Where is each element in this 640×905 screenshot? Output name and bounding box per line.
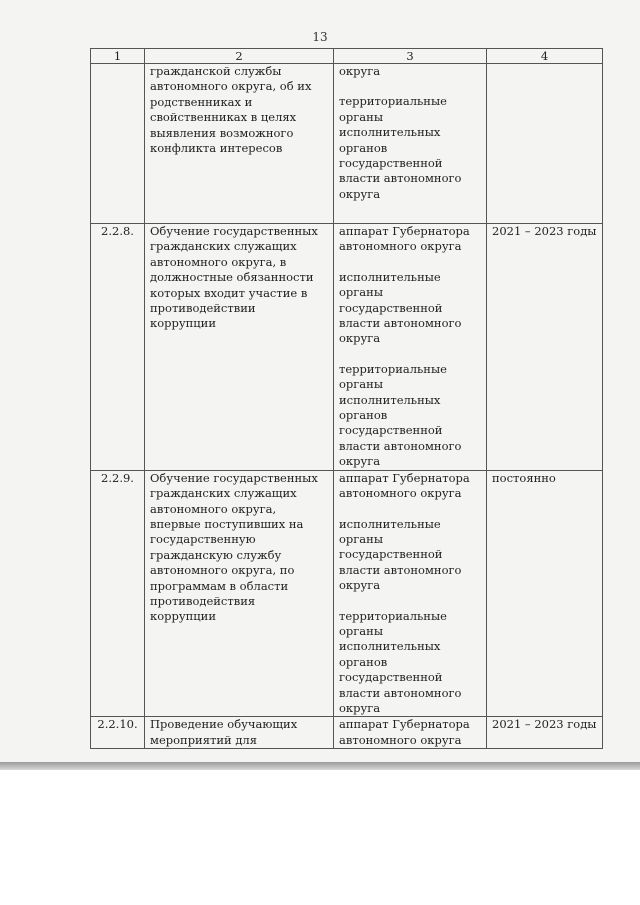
executor: аппарат Губернатора автономного округа xyxy=(339,224,470,254)
term-cell: постоянно xyxy=(487,470,603,717)
table-header-row xyxy=(91,49,603,64)
executor: территориальные органы исполнительных органов государственной власти автономного округа xyxy=(339,608,462,715)
activity-cell: Обучение государственных гражданских служащих автономного округа, впервые поступивших на государственную гражданскую службу автономного округа, по программам в области противодействия коррупции xyxy=(145,470,334,717)
row-number xyxy=(91,64,145,224)
measures-table xyxy=(90,48,603,749)
term-cell: 2021 – 2023 годы xyxy=(487,224,603,471)
page-number: 13 xyxy=(312,30,328,44)
table-row xyxy=(91,717,603,749)
page-edge-shadow xyxy=(0,762,640,770)
table-row xyxy=(91,470,603,717)
term-cell: 2021 – 2023 годы xyxy=(487,717,603,749)
executor: исполнительные органы государственной власти автономного округа xyxy=(339,516,462,593)
column-header-1: 1 xyxy=(91,49,145,64)
executor: аппарат Губернатора автономного округа xyxy=(339,470,470,501)
term-cell xyxy=(487,64,603,224)
executors-cell xyxy=(334,470,487,717)
column-header-3: 3 xyxy=(334,49,487,64)
row-number: 2.2.9. xyxy=(91,470,145,717)
executor: территориальные органы исполнительных органов государственной власти автономного округа xyxy=(339,361,462,469)
activity-cell: Проведение обучающих мероприятий для xyxy=(145,717,334,749)
executor: исполнительные органы государственной власти автономного округа xyxy=(339,269,462,346)
row-number: 2.2.8. xyxy=(91,224,145,471)
executor: территориальные органы исполнительных органов государственной власти автономного округа xyxy=(339,94,462,201)
executors-cell xyxy=(334,717,487,749)
activity-cell: гражданской службы автономного округа, об их родственниках и свойственниках в целях выявления возможного конфликта интересов xyxy=(145,64,334,224)
row-number: 2.2.10. xyxy=(91,717,145,749)
executors-cell xyxy=(334,64,487,224)
executors-cell xyxy=(334,224,487,471)
table-row xyxy=(91,224,603,471)
column-header-4: 4 xyxy=(487,49,603,64)
column-header-2: 2 xyxy=(145,49,334,64)
table-row xyxy=(91,64,603,224)
activity-cell: Обучение государственных гражданских служащих автономного округа, в должностные обязанности которых входит участие в противодействии коррупции xyxy=(145,224,334,471)
executor: округа xyxy=(339,64,381,78)
executor: аппарат Губернатора автономного округа xyxy=(339,717,470,747)
